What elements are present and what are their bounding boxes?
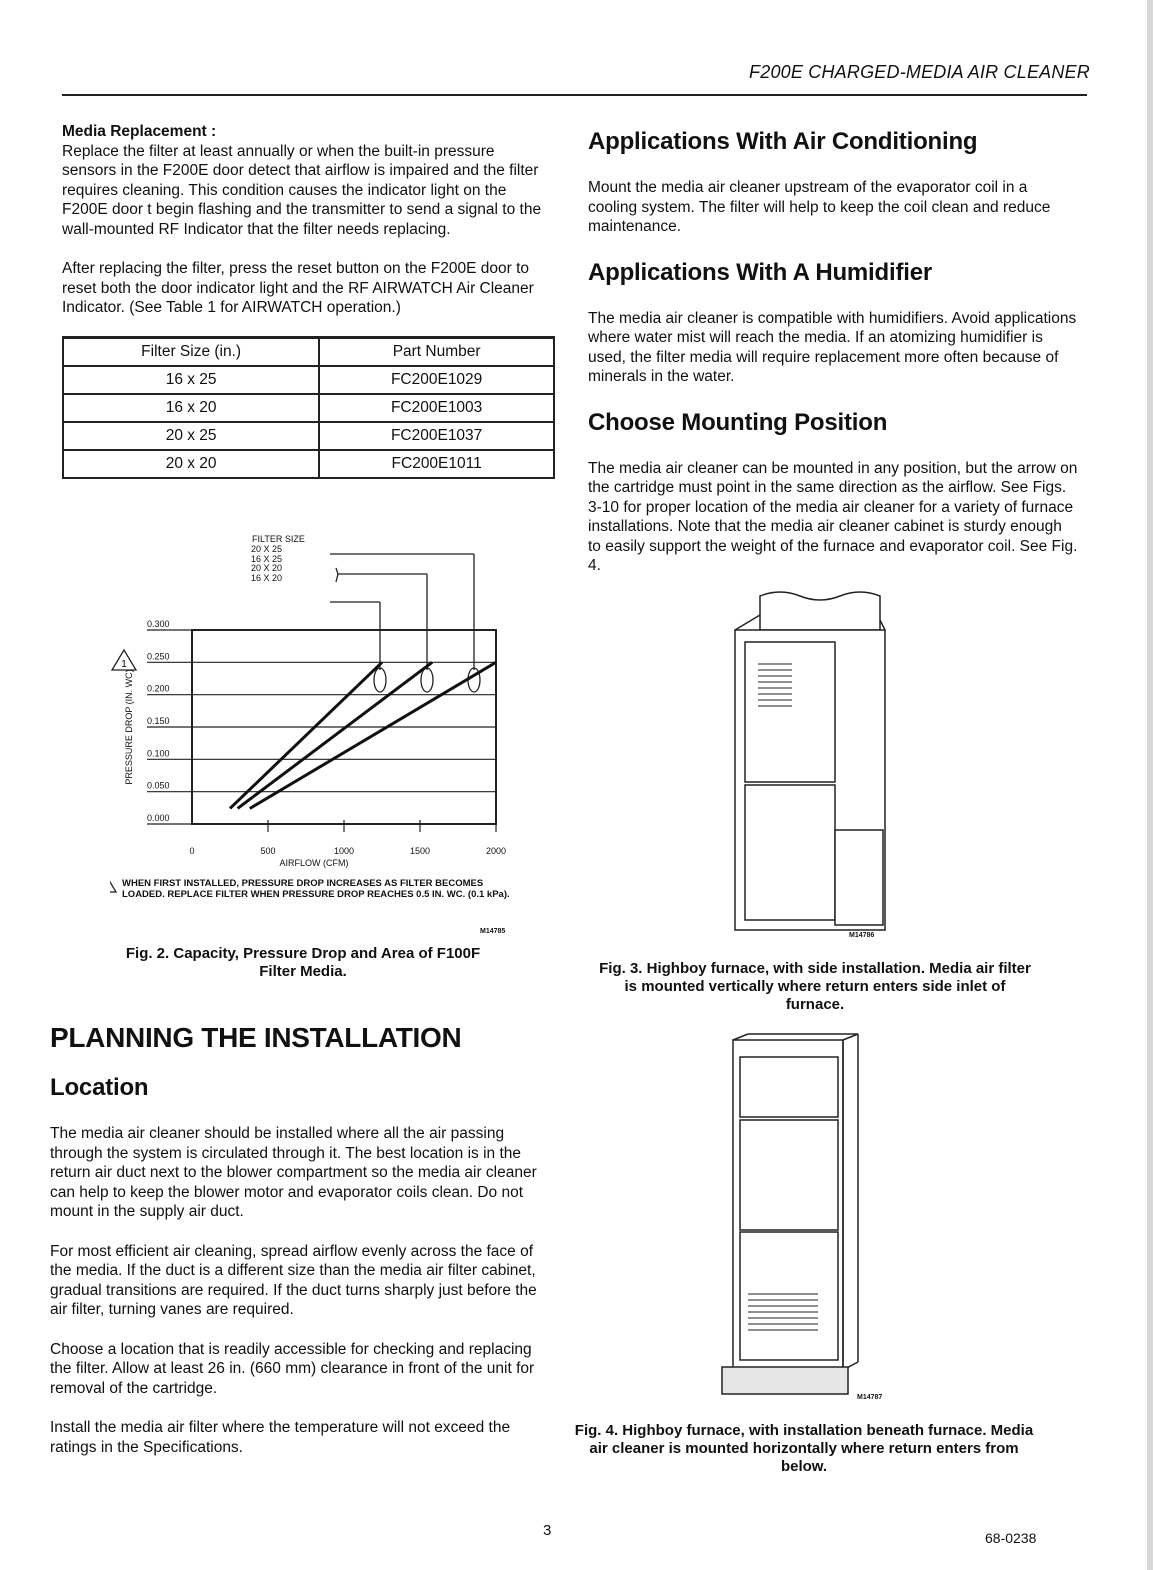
table-header-cell: Part Number — [319, 337, 554, 366]
location-paragraph: The media air cleaner should be installed where all the air passing through the system is circulated through it. The best location is in the return air duct next to the blower compartment so the media air cleaner can help to keep the blower motor and evaporator coils clean. Do not mount in the supply air duct. — [50, 1125, 537, 1220]
mounting-paragraph: The media air cleaner can be mounted in any position, but the arrow on the cartridge must point in the same direction as the airflow. See Figs. 3-10 for proper location of the media air cleaner for a variety of furnace installations. Note that the media air cleaner cabinet is sturdy enough to easily support the weight of the furnace and evaporator coil. See Fig. 4. — [588, 459, 1078, 574]
y-tick-label: 0.000 — [147, 813, 170, 823]
table-cell: 16 x 20 — [63, 394, 319, 422]
x-axis-label: AIRFLOW (CFM) — [279, 858, 349, 868]
middle-panel — [740, 1120, 838, 1230]
curve-marker — [421, 668, 433, 692]
fig4-furnace-illustration — [718, 1032, 868, 1402]
series-line — [238, 662, 433, 808]
table-cell: FC200E1003 — [319, 394, 554, 422]
chart-figure-id: M14785 — [480, 928, 506, 935]
table-row — [63, 366, 554, 394]
y-tick-label: 0.100 — [147, 748, 170, 759]
right-column — [588, 128, 1078, 594]
fig3-furnace-illustration — [720, 590, 900, 945]
chart-legend — [250, 535, 325, 584]
fig3-caption: Fig. 3. Highboy furnace, with side installation. Media air filter is mounted vertically where return enters side inlet of furnace. — [599, 960, 1031, 1013]
header-title: F200E CHARGED-MEDIA AIR CLEANER — [749, 62, 1090, 82]
upper-panel — [740, 1057, 838, 1117]
reset-instructions: After replacing the filter, press the reset button on the F200E door to reset both the door indicator light and the RF AIRWATCH Air Cleaner Indicator. (See Table 1 for AIRWATCH operation.) — [62, 260, 534, 316]
table-cell: 20 x 20 — [63, 450, 319, 478]
table-header-cell: Filter Size (in.) — [63, 337, 319, 366]
page-edge-shadow — [1147, 0, 1153, 1570]
location-heading: Location — [50, 1074, 149, 1101]
fig2-caption: Fig. 2. Capacity, Pressure Drop and Area of F100F Filter Media. — [125, 945, 481, 980]
table-row — [63, 450, 554, 478]
upper-panel — [745, 642, 835, 782]
table-cell: FC200E1011 — [319, 450, 554, 478]
planning-section — [50, 1022, 545, 1475]
location-paragraph: For most efficient air cleaning, spread airflow evenly across the face of the media. If the duct is a different size than the media air filter cabinet, gradual transitions are required. If the duct turns sharply just before the air filter, turning vanes are required. — [50, 1242, 537, 1318]
x-tick-label: 500 — [260, 846, 276, 856]
table-cell: 20 x 25 — [63, 422, 319, 450]
y-tick-label: 0.250 — [147, 651, 170, 662]
x-tick-label: 2000 — [485, 846, 507, 856]
table-row — [63, 394, 554, 422]
legend-item: 16 X 20 — [250, 573, 282, 584]
base-filter-cabinet — [722, 1367, 848, 1394]
table-row — [63, 422, 554, 450]
legend-item: 20 X 20 — [250, 563, 282, 574]
table-cell: 16 x 25 — [63, 366, 319, 394]
location-paragraph: Choose a location that is readily accessible for checking and replacing the filter. Allow at least 26 in. (660 mm) clearance in front of the unit for removal of the cartridge. — [50, 1340, 535, 1397]
ac-heading: Applications With Air Conditioning — [588, 128, 978, 155]
header-rule — [62, 94, 1087, 96]
fig4-caption: Fig. 4. Highboy furnace, with installation beneath furnace. Media air cleaner is mounted horizontally where return enters from below. — [574, 1422, 1034, 1475]
planning-heading: PLANNING THE INSTALLATION — [50, 1022, 462, 1053]
chart-note: WHEN FIRST INSTALLED, PRESSURE DROP INCREASES AS FILTER BECOMES LOADED. REPLACE FILTER WHEN PRESSURE DROP REACHES 0.5 IN. WC. (0.1 kPa). — [122, 878, 510, 900]
left-column — [62, 122, 552, 479]
side-filter-cabinet — [835, 830, 883, 925]
media-replacement-heading: Media Replacement : — [62, 123, 217, 140]
y-tick-label: 0.200 — [147, 683, 170, 694]
x-tick-label: 1500 — [409, 846, 431, 856]
mounting-heading: Choose Mounting Position — [588, 408, 888, 436]
fig4-id: M14787 — [857, 1394, 883, 1401]
table-cell: FC200E1029 — [319, 366, 554, 394]
table-cell: FC200E1037 — [319, 422, 554, 450]
x-tick-label: 0 — [189, 846, 195, 856]
series-line — [250, 662, 496, 808]
warning-number: 1 — [121, 659, 127, 670]
x-tick-label: 1000 — [333, 846, 355, 856]
humidifier-heading: Applications With A Humidifier — [588, 258, 933, 286]
duct-top — [760, 592, 880, 630]
fig3-id: M14786 — [849, 932, 875, 939]
humidifier-paragraph: The media air cleaner is compatible with humidifiers. Avoid applications where water mist will reach the media. If an atomizing humidifier is used, the filter media will require replacement more often because of minerals in the water. — [588, 309, 1077, 385]
series-line — [230, 662, 382, 808]
y-tick-label: 0.150 — [147, 716, 170, 726]
table-header-row — [63, 337, 554, 366]
y-axis-label: PRESSURE DROP (IN. WC) — [124, 669, 134, 785]
warning-triangle-icon — [110, 872, 116, 892]
location-paragraph: Install the media air filter where the temperature will not exceed the ratings in the Specifications. — [50, 1419, 511, 1456]
media-replacement-text: Replace the filter at least annually or when the built-in pressure sensors in the F200E door detect that airflow is impaired and the filter requires cleaning. This condition causes the indicator light on the F200E door t begin flashing and the transmitter to send a signal to the wall-mounted RF Indicator that the filter needs replacing. — [62, 142, 542, 238]
media-replacement-section — [62, 122, 552, 239]
curve-marker — [374, 668, 386, 692]
lower-panel — [745, 785, 835, 920]
y-tick-label: 0.300 — [147, 619, 170, 629]
legend-title: FILTER SIZE — [252, 534, 305, 544]
ac-paragraph: Mount the media air cleaner upstream of the evaporator coil in a cooling system. The filter will help to keep the coil clean and reduce maintenance. — [588, 179, 1051, 235]
y-tick-label: 0.050 — [147, 780, 170, 791]
legend-item: 20 X 25 — [250, 543, 282, 554]
legend-bracket — [336, 574, 338, 582]
document-number: 68-0238 — [985, 1530, 1037, 1546]
page-number: 3 — [543, 1522, 552, 1539]
legend-item: 16 X 25 — [250, 553, 282, 564]
filter-part-table — [62, 336, 555, 479]
lower-panel — [740, 1232, 838, 1360]
legend-bracket — [336, 568, 338, 574]
